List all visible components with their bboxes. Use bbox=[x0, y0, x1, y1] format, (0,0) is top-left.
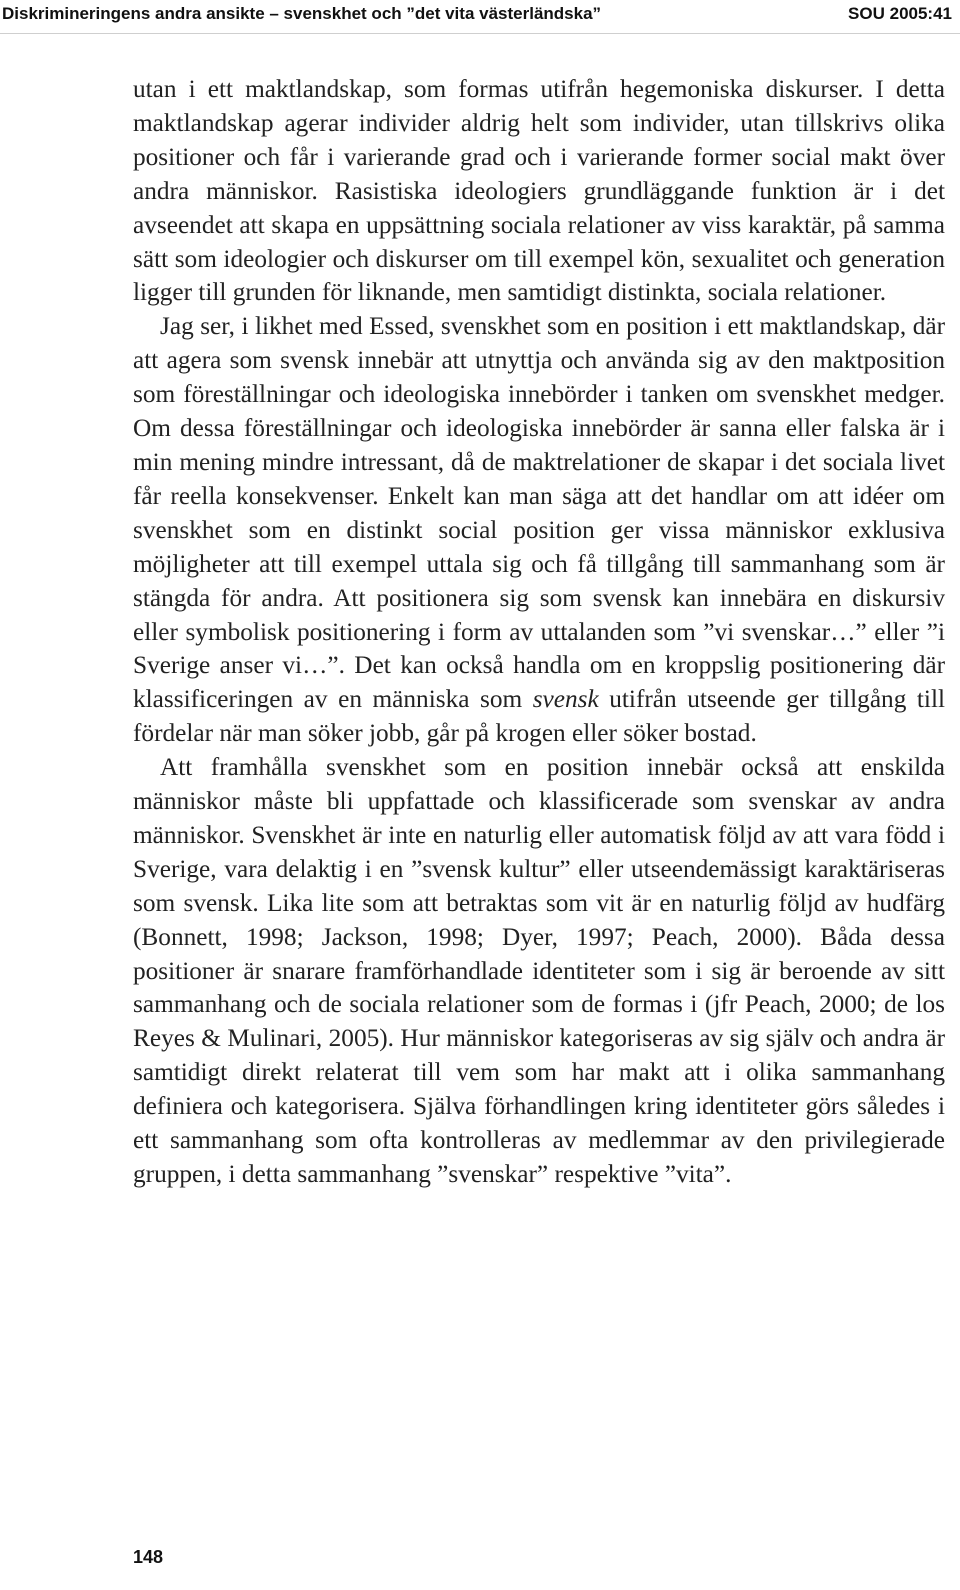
running-header bbox=[0, 0, 960, 34]
paragraph-2-text-a: Jag ser, i likhet med Essed, svenskhet som en position i ett maktlandskap, där att agera som svensk innebär att utnyttja och använda sig av den maktposition som föreställningar och ideologiska innebörder i tanken om svenskhet medger. Om dessa föreställningar och ideologiska innebörder är sanna eller falska är i min mening mindre intressant, då de maktrelationer de skapar i det sociala livet får reella konsekvenser. Enkelt kan man säga att det handlar om att idéer om svenskhet som en distinkt social position ger vissa människor exklusiva möjligheter att till exempel uttala sig och få tillgång till sammanhang som är stängda för andra. Att positionera sig som svensk kan innebära en diskursiv eller symbolisk positionering i form av uttalanden som ”vi svenskar…” eller ”i Sverige anser vi…”. Det kan också handla om en kroppslig positionering där klassificeringen av en människa som bbox=[133, 312, 945, 714]
body-text bbox=[133, 73, 945, 1192]
paragraph-2 bbox=[133, 310, 945, 751]
paragraph-2-emphasis: svensk bbox=[532, 685, 599, 714]
paragraph-1: utan i ett maktlandskap, som formas utifrån hegemoniska diskurser. I detta maktlandskap agerar individer aldrig helt som individer, utan tillskrivs olika positioner och får i varierande grad och i varierande former social makt över andra människor. Rasistiska ideologiers grundläggande funktion är i det avseendet att skapa en uppsättning sociala relationer av viss karaktär, på samma sätt som ideologier och diskurser om till exempel kön, sexualitet och generation ligger till grunden för liknande, men samtidigt distinkta, sociala relationer. bbox=[133, 75, 945, 307]
running-header-report-id: SOU 2005:41 bbox=[848, 4, 952, 23]
running-header-title: Diskrimineringens andra ansikte – svenskhet och ”det vita västerländska” bbox=[2, 4, 602, 23]
paragraph-2-text-b: utifrån utseende ger tillgång till fördelar när man söker jobb, går på krogen eller söker bostad. bbox=[133, 685, 945, 748]
page-number: 148 bbox=[133, 1547, 164, 1567]
paragraph-3: Att framhålla svenskhet som en position innebär också att enskilda människor måste bli uppfattade och klassificerade som svenskar av andra människor. Svenskhet är inte en naturlig eller automatisk följd av att vara född i Sverige, vara delaktig i en ”svensk kultur” eller utseendemässigt karaktäriseras som svensk. Lika lite som att betraktas som vit är en naturlig följd av hudfärg (Bonnett, 1998; Jackson, 1998; Dyer, 1997; Peach, 2000). Båda dessa positioner är snarare framförhandlade identiteter som i sig är beroende av sitt sammanhang och de sociala relationer som de formas i (jfr Peach, 2000; de los Reyes & Mulinari, 2005). Hur människor kategoriseras av sig själv och andra är samtidigt direkt relaterat till vem som har makt att i olika sammanhang definiera och kategorisera. Själva förhandlingen kring identiteter görs således i ett sammanhang som ofta kontrolleras av medlemmar av den privilegierade gruppen, i detta sammanhang ”svenskar” respektive ”vita”. bbox=[133, 753, 945, 1188]
